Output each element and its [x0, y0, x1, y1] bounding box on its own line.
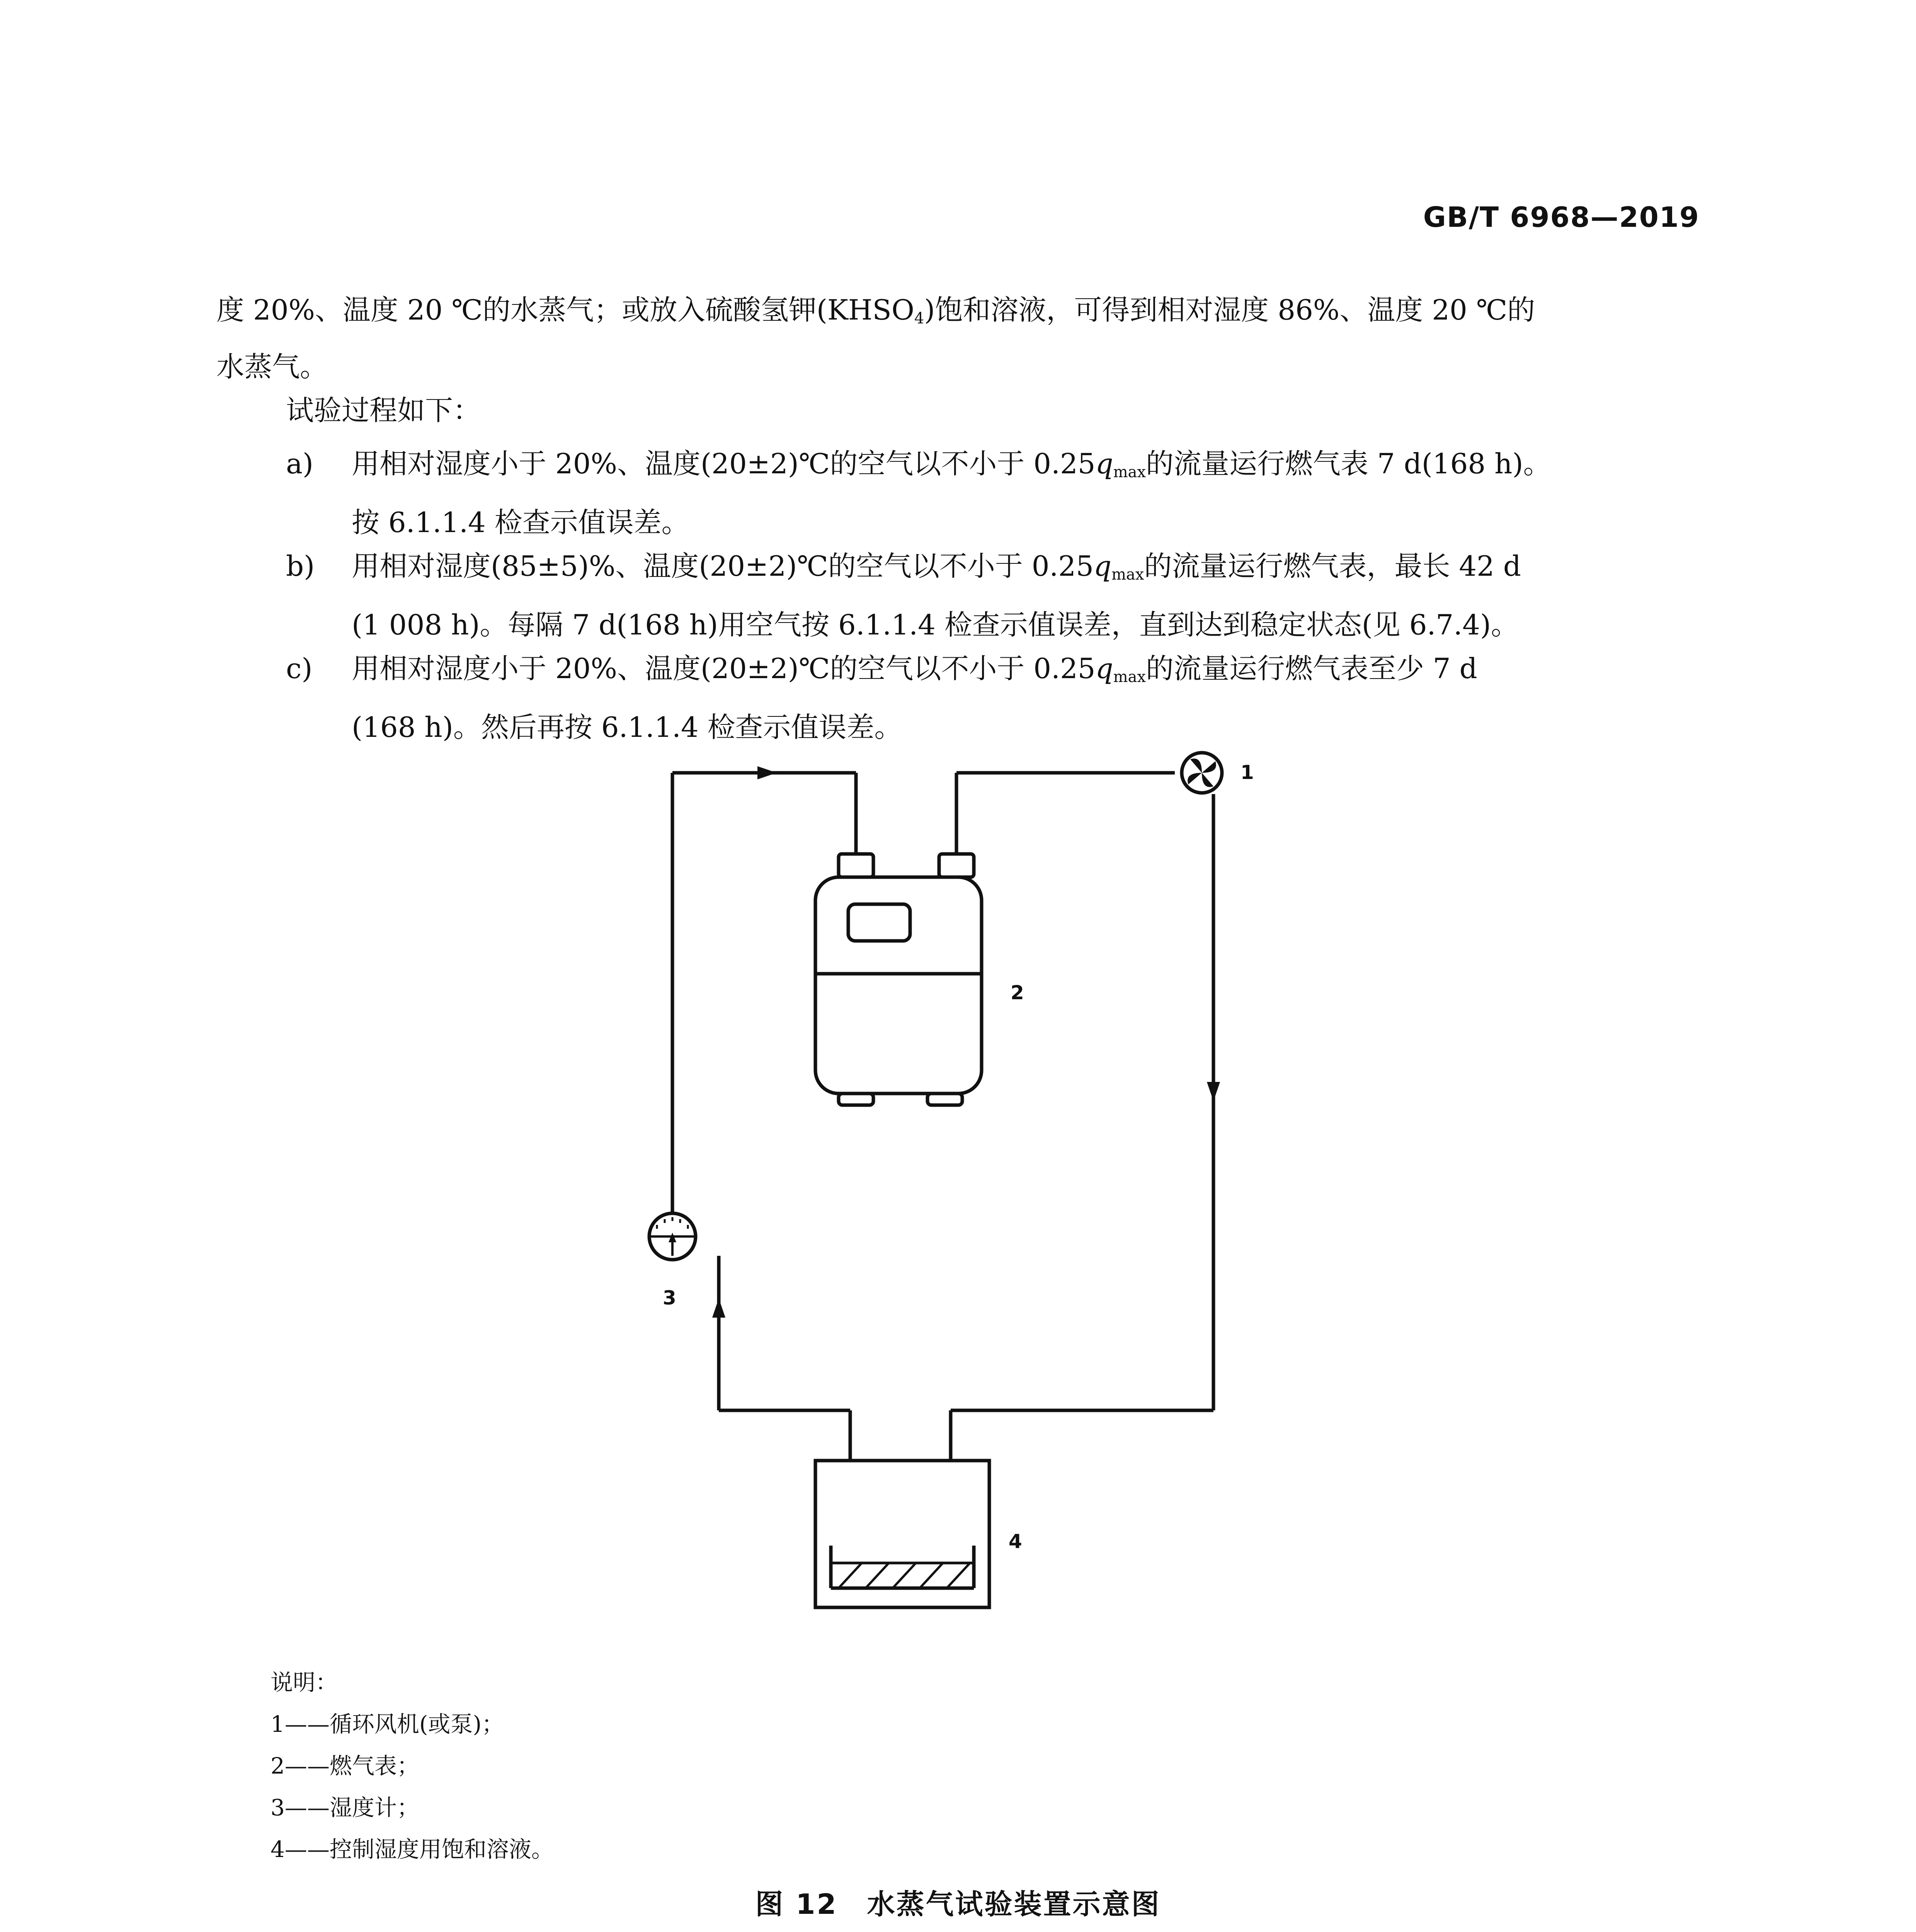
- figure-caption: 图 12 水蒸气试验装置示意图: [755, 1888, 1161, 1920]
- fan-icon: [1182, 753, 1222, 793]
- intro-line-2: 水蒸气。: [216, 350, 328, 383]
- legend-item: 1——循环风机(或泵)；: [271, 1711, 504, 1737]
- flow-arrow-right: [757, 766, 777, 779]
- step-marker: b): [286, 550, 315, 582]
- gas-meter-icon: [815, 854, 982, 1105]
- legend-title: 说明：: [271, 1669, 338, 1696]
- step-line-1: 用相对湿度小于 20%、温度(20±2)℃的空气以不小于 $0.25q_{max}$的流量运行燃气表至少 7 d: [352, 652, 1477, 686]
- step-line-2: 按 6.1.1.4 检查示值误差。: [352, 506, 689, 539]
- figure-legend: [271, 1662, 554, 1870]
- flow-arrow-up: [712, 1298, 725, 1318]
- step-c: [286, 643, 1716, 752]
- standard-code: GB/T 6968—2019: [1423, 201, 1700, 233]
- step-line-2: (168 h)。然后再按 6.1.1.4 检查示值误差。: [352, 711, 902, 743]
- label-3: 3: [663, 1287, 676, 1309]
- label-4: 4: [1009, 1530, 1022, 1553]
- step-line-1: 用相对湿度(85±5)%、温度(20±2)℃的空气以不小于 $0.25q_{max}$的流量运行燃气表，最长 42 d: [352, 550, 1521, 583]
- procedure-title: 试验过程如下：: [286, 394, 481, 427]
- step-a: [286, 439, 1716, 548]
- label-1: 1: [1240, 761, 1254, 784]
- intro-line-1: 度 20%、温度 20 ℃的水蒸气；或放入硫酸氢钾$(KHSO_4)$饱和溶液，可得到相对湿度 86%、温度 20 ℃的: [216, 294, 1535, 327]
- legend-item: 2——燃气表；: [271, 1753, 419, 1779]
- flow-arrow-down: [1207, 1082, 1220, 1101]
- step-b: [286, 541, 1716, 650]
- label-2: 2: [1011, 981, 1024, 1004]
- step-line-2: (1 008 h)。每隔 7 d(168 h)用空气按 6.1.1.4 检查示值误差，直到达到稳定状态(见 6.7.4)。: [352, 609, 1519, 641]
- step-marker: c): [286, 652, 313, 685]
- legend-item: 4——控制湿度用饱和溶液。: [271, 1836, 554, 1862]
- legend-item: 3——湿度计；: [271, 1794, 419, 1821]
- saturated-solution-container-icon: [815, 1461, 989, 1607]
- hygrometer-icon: [649, 1213, 696, 1260]
- step-marker: a): [286, 447, 314, 480]
- intro-paragraph: [216, 286, 1708, 391]
- step-line-1: 用相对湿度小于 20%、温度(20±2)℃的空气以不小于 $0.25q_{max}$的流量运行燃气表 7 d(168 h)。: [352, 447, 1551, 481]
